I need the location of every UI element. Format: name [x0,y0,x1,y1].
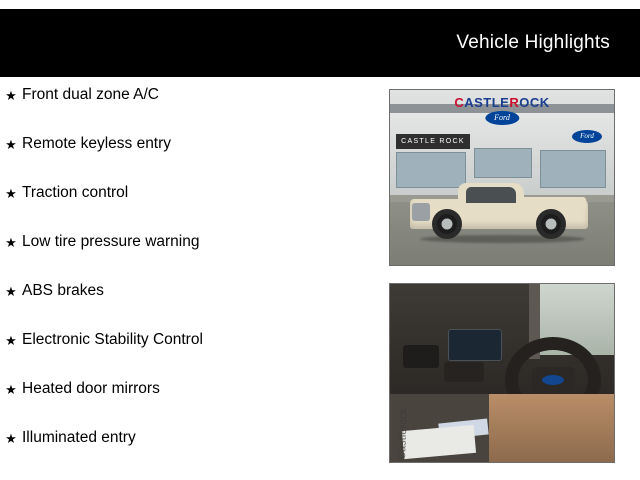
vehicle-highlights-list [0,84,375,476]
list-item-label: Front dual zone A/C [22,86,159,103]
list-item-label: Electronic Stability Control [22,331,203,348]
star-icon: ★ [5,137,17,152]
infotainment-screen [448,329,502,361]
air-vent [403,345,439,368]
truck-illustration [410,175,588,239]
list-item-label: ABS brakes [22,282,104,299]
star-icon: ★ [5,186,17,201]
photo-watermark: Castlerock [395,407,410,461]
vehicle-exterior-photo [389,89,615,266]
star-icon: ★ [5,333,17,348]
truck-grille [412,203,430,221]
list-item-label: Heated door mirrors [22,380,160,397]
dealer-logo-ock: OCK [519,95,550,110]
page-title: Vehicle Highlights [456,32,610,53]
star-icon: ★ [5,431,17,446]
dealer-logo-r: R [509,95,520,110]
vehicle-interior-photo [389,283,615,463]
list-item [0,84,375,133]
list-item [0,427,375,476]
list-item [0,182,375,231]
star-icon: ★ [5,88,17,103]
dealer-logo-astle: ASTLE [464,95,510,110]
list-item [0,280,375,329]
instrument-cluster [444,362,484,382]
ford-oval-icon [542,375,564,385]
list-item [0,133,375,182]
star-icon: ★ [5,235,17,250]
truck-rear-wheel [536,209,566,239]
list-item-label: Traction control [22,184,129,201]
ford-oval-icon: Ford [572,130,602,143]
star-icon: ★ [5,382,17,397]
dealer-logo [454,96,549,125]
dealer-logo-c: C [454,95,465,110]
dealer-logo-text [454,96,549,109]
list-item-label: Illuminated entry [22,429,136,446]
truck-bed [522,197,586,209]
ford-oval-icon: Ford [485,111,519,125]
list-item-label: Low tire pressure warning [22,233,200,250]
slide-header [0,9,640,77]
truck-front-wheel [432,209,462,239]
list-item-label: Remote keyless entry [22,135,172,152]
list-item [0,329,375,378]
star-icon: ★ [5,284,17,299]
dealer-sign-band: CASTLE ROCK [396,134,470,149]
steering-hub [532,367,574,393]
list-item [0,231,375,280]
list-item [0,378,375,427]
truck-window [466,187,516,203]
building-window [474,148,532,178]
